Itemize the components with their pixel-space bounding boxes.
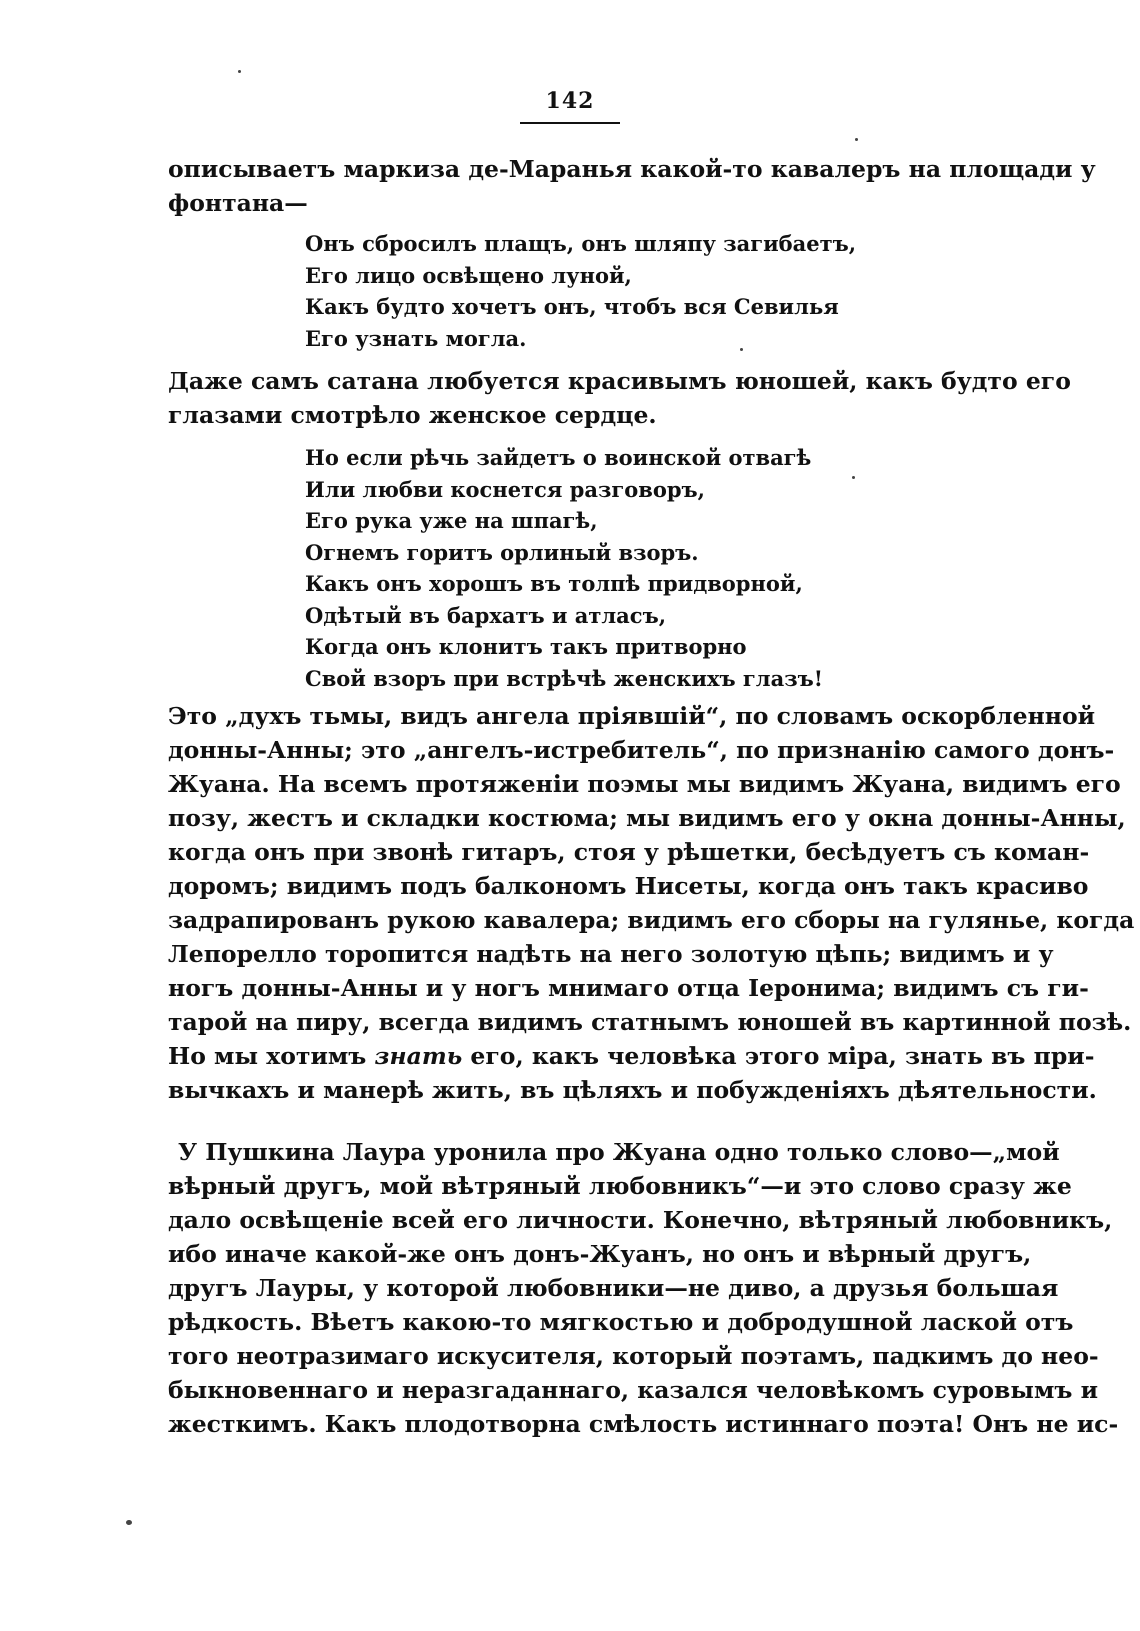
verse-line: Какъ онъ хорошъ въ толпѣ придворной,	[305, 571, 803, 596]
text-line: ибо иначе какой-же онъ донъ-Жуанъ, но онъ и вѣрный другъ,	[168, 1240, 1032, 1268]
verse-line: Но если рѣчь зайдетъ о воинской отвагѣ	[305, 445, 812, 470]
paragraph-2	[168, 364, 1071, 432]
verse-line: Онъ сбросилъ плащъ, онъ шляпу загибаетъ,	[305, 231, 857, 256]
text-line: тарой на пиру, всегда видимъ статнымъ юношей въ картинной позѣ.	[168, 1008, 1132, 1036]
verse-line: Его лицо освѣщено луной,	[305, 262, 632, 288]
text-line: Лепорелло торопится надѣть на него золотую цѣпь; видимъ и у	[168, 940, 1054, 968]
verse-line: Одѣтый въ бархатъ и атласъ,	[305, 602, 666, 628]
text-line: У Пушкина Лаура уронила про Жуана одно только слово—„мой	[178, 1138, 1060, 1166]
verse-line: Огнемъ горитъ орлиный взоръ.	[305, 539, 699, 565]
verse-line: Какъ будто хочетъ онъ, чтобъ вся Севилья	[305, 294, 839, 319]
scan-speck	[238, 70, 241, 73]
text-line	[168, 1039, 1095, 1073]
text-line: дало освѣщеніе всей его личности. Конечно, вѣтряный любовникъ,	[168, 1206, 1113, 1234]
page-number-rule	[520, 122, 620, 124]
paragraph-1	[168, 152, 1096, 220]
text-line: доромъ; видимъ подъ балкономъ Нисеты, когда онъ такъ красиво	[168, 872, 1089, 900]
verse-1	[305, 228, 865, 354]
verse-line: Когда онъ клонитъ такъ притворно	[305, 634, 747, 659]
text-line: Жуана. На всемъ протяженіи поэмы мы видимъ Жуана, видимъ его	[168, 770, 1121, 798]
verse-line: Свой взоръ при встрѣчѣ женскихъ глазъ!	[305, 665, 823, 691]
scan-speck	[126, 1520, 132, 1525]
text-line: вычкахъ и манерѣ жить, въ цѣляхъ и побужденіяхъ дѣятельности.	[168, 1076, 1097, 1104]
scan-speck	[852, 476, 855, 479]
verse-line: Его узнать могла.	[305, 325, 527, 351]
text-line: когда онъ при звонѣ гитаръ, стоя у рѣшетки, бесѣдуетъ съ коман-	[168, 838, 1090, 866]
scan-speck	[855, 138, 858, 141]
text-line: описываетъ маркиза де-Маранья какой-то кавалеръ на площади у	[168, 155, 1096, 183]
text-line: фонтана—	[168, 189, 308, 217]
text-line: рѣдкость. Вѣетъ какою-то мягкостью и добродушной лаской отъ	[168, 1308, 1074, 1336]
text-line: задрапированъ рукою кавалера; видимъ его сборы на гулянье, когда	[168, 906, 1135, 934]
text-line: донны-Анны; это „ангелъ-истребитель“, по признанію самого донъ-	[168, 736, 1115, 764]
text-run: его, какъ человѣка этого міра, знать въ при-	[462, 1042, 1095, 1070]
text-line: жесткимъ. Какъ плодотворна смѣлость истиннаго поэта! Онъ не ис-	[168, 1410, 1119, 1438]
verse-2	[305, 442, 865, 694]
emphasized-word: знать	[374, 1042, 463, 1070]
text-line: Это „духъ тьмы, видъ ангела пріявшій“, по словамъ оскорбленной	[168, 702, 1096, 730]
verse-line: Его рука уже на шпагѣ,	[305, 508, 598, 533]
text-line: глазами смотрѣло женское сердце.	[168, 401, 657, 429]
text-line: того неотразимаго искусителя, который поэтамъ, падкимъ до нео-	[168, 1342, 1099, 1370]
text-line: позу, жестъ и складки костюма; мы видимъ его у окна донны-Анны,	[168, 804, 1126, 832]
scan-speck	[740, 348, 743, 351]
paragraph-4	[168, 1135, 1119, 1441]
page-number: 142	[545, 88, 595, 114]
text-run: Но мы хотимъ	[168, 1042, 375, 1070]
text-line: Даже самъ сатана любуется красивымъ юношей, какъ будто его	[168, 367, 1071, 395]
verse-line: Или любви коснется разговоръ,	[305, 476, 705, 502]
text-line: другъ Лауры, у которой любовники—не диво, а друзья большая	[168, 1274, 1059, 1302]
text-line: вѣрный другъ, мой вѣтряный любовникъ“—и это слово сразу же	[168, 1172, 1072, 1200]
paragraph-3	[168, 699, 1135, 1107]
text-line: быкновеннаго и неразгаданнаго, казался человѣкомъ суровымъ и	[168, 1376, 1098, 1404]
text-line: ногъ донны-Анны и у ногъ мнимаго отца Іеронима; видимъ съ ги-	[168, 974, 1089, 1002]
